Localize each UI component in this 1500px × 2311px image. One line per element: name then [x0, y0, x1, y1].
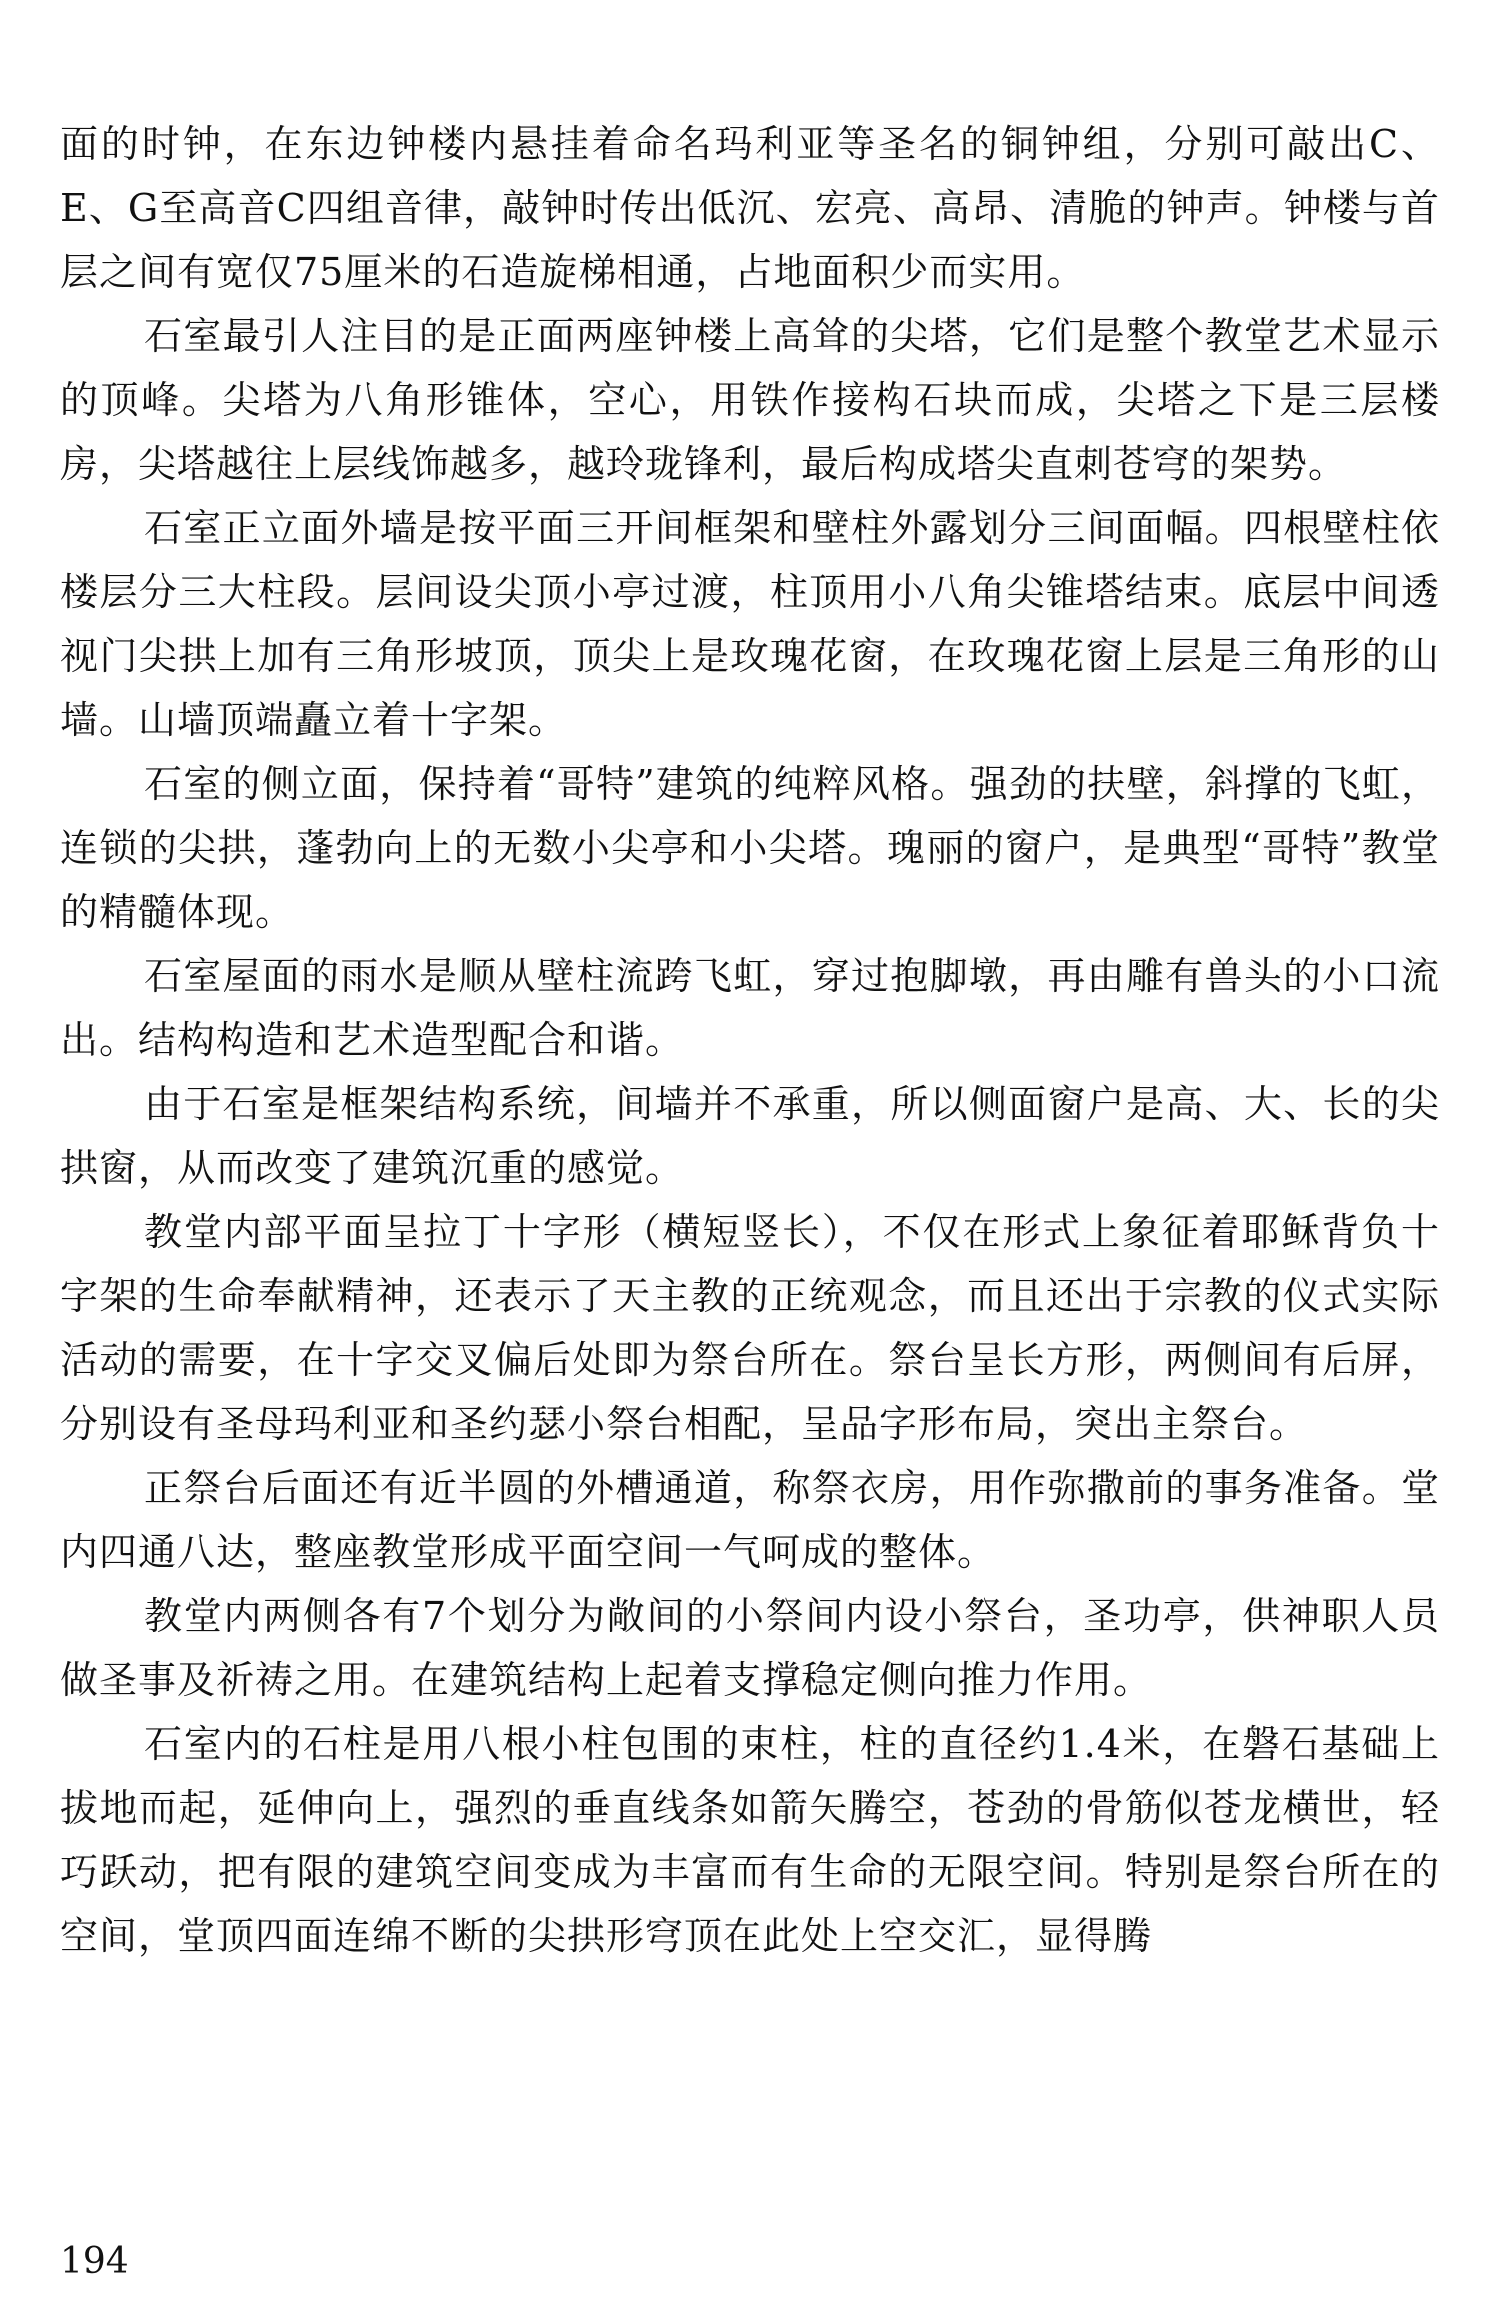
paragraph-7: 教堂内部平面呈拉丁十字形（横短竖长），不仅在形式上象征着耶稣背负十字架的生命奉献精神，还表示了天主教的正统观念，而且还出于宗教的仪式实际活动的需要，在十字交叉偏后处即为祭台所在。祭台呈长方形，两侧间有后屏，分别设有圣母玛利亚和圣约瑟小祭台相配，呈品字形布局，突出主祭台。	[60, 1210, 1440, 1446]
paragraph-6: 由于石室是框架结构系统，间墙并不承重，所以侧面窗户是高、大、长的尖拱窗，从而改变了建筑沉重的感觉。	[60, 1082, 1440, 1190]
paragraph-9: 教堂内两侧各有7个划分为敞间的小祭间内设小祭台，圣功亭，供神职人员做圣事及祈祷之用。在建筑结构上起着支撑稳定侧向推力作用。	[60, 1594, 1440, 1702]
page-number: 194	[60, 2241, 129, 2282]
paragraph-3: 石室正立面外墙是按平面三开间框架和壁柱外露划分三间面幅。四根壁柱依楼层分三大柱段。层间设尖顶小亭过渡，柱顶用小八角尖锥塔结束。底层中间透视门尖拱上加有三角形坡顶，顶尖上是玫瑰花窗，在玫瑰花窗上层是三角形的山墙。山墙顶端矗立着十字架。	[60, 506, 1440, 742]
paragraph-5: 石室屋面的雨水是顺从壁柱流跨飞虹，穿过抱脚墩，再由雕有兽头的小口流出。结构构造和艺术造型配合和谐。	[60, 954, 1440, 1062]
paragraph-10: 石室内的石柱是用八根小柱包围的束柱，柱的直径约1.4米，在磐石基础上拔地而起，延伸向上，强烈的垂直线条如箭矢腾空，苍劲的骨筋似苍龙横世，轻巧跃动，把有限的建筑空间变成为丰富而有生命的无限空间。特别是祭台所在的空间，堂顶四面连绵不断的尖拱形穹顶在此处上空交汇，显得腾	[60, 1722, 1440, 1958]
paragraph-1: 面的时钟，在东边钟楼内悬挂着命名玛利亚等圣名的铜钟组，分别可敲出C、E、G至高音C四组音律，敲钟时传出低沉、宏亮、高昂、清脆的钟声。钟楼与首层之间有宽仅75厘米的石造旋梯相通，占地面积少而实用。	[60, 122, 1440, 294]
paragraph-4: 石室的侧立面，保持着“哥特”建筑的纯粹风格。强劲的扶壁，斜撑的飞虹，连锁的尖拱，蓬勃向上的无数小尖亭和小尖塔。瑰丽的窗户，是典型“哥特”教堂的精髓体现。	[60, 762, 1440, 934]
paragraph-2: 石室最引人注目的是正面两座钟楼上高耸的尖塔，它们是整个教堂艺术显示的顶峰。尖塔为八角形锥体，空心，用铁作接构石块而成，尖塔之下是三层楼房，尖塔越往上层线饰越多，越玲珑锋利，最后构成塔尖直刺苍穹的架势。	[60, 314, 1440, 486]
page-body	[60, 112, 1440, 1968]
paragraph-8: 正祭台后面还有近半圆的外槽通道，称祭衣房，用作弥撒前的事务准备。堂内四通八达，整座教堂形成平面空间一气呵成的整体。	[60, 1466, 1440, 1574]
